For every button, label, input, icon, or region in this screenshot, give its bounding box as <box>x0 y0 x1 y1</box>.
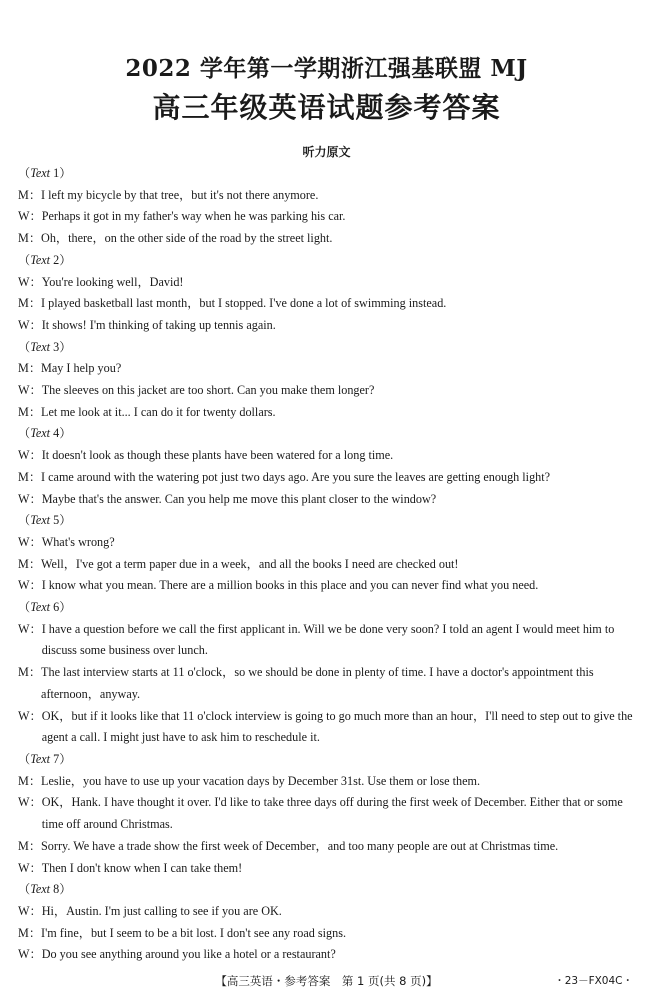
dialogue-line <box>18 836 640 858</box>
dialogue-line <box>18 272 640 294</box>
speaker-label: W： <box>18 903 42 918</box>
dialogue-line <box>18 380 640 402</box>
dialogue-text: Sorry. We have a trade show the first week of December，and too many people are out at Christmas time. <box>41 838 559 853</box>
speaker-label: W： <box>18 621 42 636</box>
speaker-label: M： <box>18 231 42 246</box>
speaker-label: W： <box>18 860 42 875</box>
dialogue-line <box>18 445 640 467</box>
dialogue-line <box>18 206 640 228</box>
dialogue-text: You're looking well，David! <box>41 274 184 289</box>
footer-page-info: 【高三英语・参考答案 第 1 页(共 8 页)】 <box>215 974 438 988</box>
document-subtitle: 高三年级英语试题参考答案 <box>152 91 501 124</box>
dialogue-line <box>18 792 640 835</box>
speaker-label: M： <box>18 296 42 311</box>
dialogue-line <box>18 901 640 923</box>
dialogue-text: I came around with the watering pot just two days ago. Are you sure the leaves are getting enough light? <box>41 469 551 484</box>
dialogue-line <box>18 771 640 793</box>
dialogue-text: What's wrong? <box>41 534 115 549</box>
dialogue-line <box>18 532 640 554</box>
dialogue-text: I'm fine，but I seem to be a bit lost. I don't see any road signs. <box>41 925 346 940</box>
dialogue-line <box>18 554 640 576</box>
dialogue-line <box>18 402 640 424</box>
speaker-label: W： <box>18 383 42 398</box>
speaker-label: W： <box>18 708 42 723</box>
text-label: （Text 4） <box>18 426 72 441</box>
dialogue-text: Let me look at it... I can do it for twenty dollars. <box>41 404 276 419</box>
speaker-label: M： <box>18 773 42 788</box>
speaker-label: M： <box>18 925 42 940</box>
dialogue-text: Well，I've got a term paper due in a week，and all the books I need are checked out! <box>41 556 459 571</box>
speaker-label: M： <box>18 187 42 202</box>
text-label: （Text 8） <box>18 882 72 897</box>
dialogue-text: Perhaps it got in my father's way when he was parking his car. <box>41 209 346 224</box>
dialogue-text: May I help you? <box>41 361 122 376</box>
dialogue-text: The sleeves on this jacket are too short. Can you make them longer? <box>41 383 375 398</box>
dialogue-text: Leslie，you have to use up your vacation days by December 31st. Use them or lose them. <box>41 773 481 788</box>
dialogue-text: Do you see anything around you like a hotel or a restaurant? <box>41 947 336 962</box>
speaker-label: M： <box>18 556 42 571</box>
dialogue-line <box>18 489 640 511</box>
text-label: （Text 6） <box>18 600 72 615</box>
dialogue-text: OK，Hank. I have thought it over. I'd like to take three days off during the first week of December. Either that or some time off around Christmas. <box>41 795 623 832</box>
speaker-label: W： <box>18 317 42 332</box>
dialogue-line <box>18 706 640 749</box>
speaker-label: M： <box>18 361 42 376</box>
text-label: （Text 1） <box>18 166 72 180</box>
speaker-label: W： <box>18 274 42 289</box>
page-footer <box>0 971 653 991</box>
speaker-label: M： <box>18 665 42 680</box>
speaker-label: W： <box>18 448 42 463</box>
speaker-label: W： <box>18 491 42 506</box>
dialogue-text: The last interview starts at 11 o'clock，so we should be done in plenty of time. I have a doctor's appointment this afternoon，anyway. <box>41 665 594 701</box>
speaker-label: W： <box>18 795 42 810</box>
dialogue-text: OK，but if it looks like that 11 o'clock interview is going to go much more than an hour，I'll need to step out to give the agent a call. I might just have to ask him to reschedule it. <box>41 708 633 745</box>
speaker-label: W： <box>18 209 42 224</box>
dialogue-text: I played basketball last month，but I stopped. I've done a lot of swimming instead. <box>41 296 447 311</box>
dialogue-line <box>18 467 640 489</box>
dialogue-text: Hi，Austin. I'm just calling to see if you are OK. <box>41 903 282 918</box>
dialogue-text: Then I don't know when I can take them! <box>41 860 243 875</box>
dialogue-text: It shows! I'm thinking of taking up tennis again. <box>41 317 276 332</box>
text-label: （Text 5） <box>18 513 72 528</box>
dialogue-line <box>18 228 640 250</box>
dialogue-text: Oh，there，on the other side of the road by the street light. <box>41 231 333 246</box>
text-label: （Text 7） <box>18 751 72 766</box>
dialogue-line <box>18 293 640 315</box>
section-heading: 听力原文 <box>302 145 351 159</box>
dialogue-line <box>18 315 640 337</box>
dialogue-text: I know what you mean. There are a million books in this place and you can never find what you need. <box>41 578 539 593</box>
speaker-label: M： <box>18 404 42 419</box>
dialogue-text: It doesn't look as though these plants have been watered for a long time. <box>41 448 394 463</box>
dialogue-line <box>18 858 640 880</box>
speaker-label: W： <box>18 947 42 962</box>
dialogue-line <box>18 923 640 945</box>
speaker-label: M： <box>18 838 42 853</box>
speaker-label: W： <box>18 578 42 593</box>
speaker-label: M： <box>18 469 42 484</box>
dialogue-line <box>18 662 640 705</box>
dialogue-line <box>18 619 640 662</box>
dialogue-line <box>18 358 640 380</box>
text-label: （Text 2） <box>18 252 72 267</box>
text-label: （Text 3） <box>18 339 72 354</box>
dialogue-text: I have a question before we call the first applicant in. Will we be done very soon? I told an agent I would meet him to discuss some business over lunch. <box>41 621 615 658</box>
document-title: 2022 学年第一学期浙江强基联盟 MJ <box>125 55 528 82</box>
speaker-label: W： <box>18 534 42 549</box>
dialogue-line <box>18 185 640 207</box>
footer-code: ・23－FX04C・ <box>554 975 633 987</box>
dialogue-line <box>18 575 640 597</box>
transcript-body <box>18 163 640 966</box>
dialogue-text: I left my bicycle by that tree，but it's not there anymore. <box>41 187 319 202</box>
dialogue-line <box>18 944 640 966</box>
dialogue-text: Maybe that's the answer. Can you help me move this plant closer to the window? <box>41 491 437 506</box>
